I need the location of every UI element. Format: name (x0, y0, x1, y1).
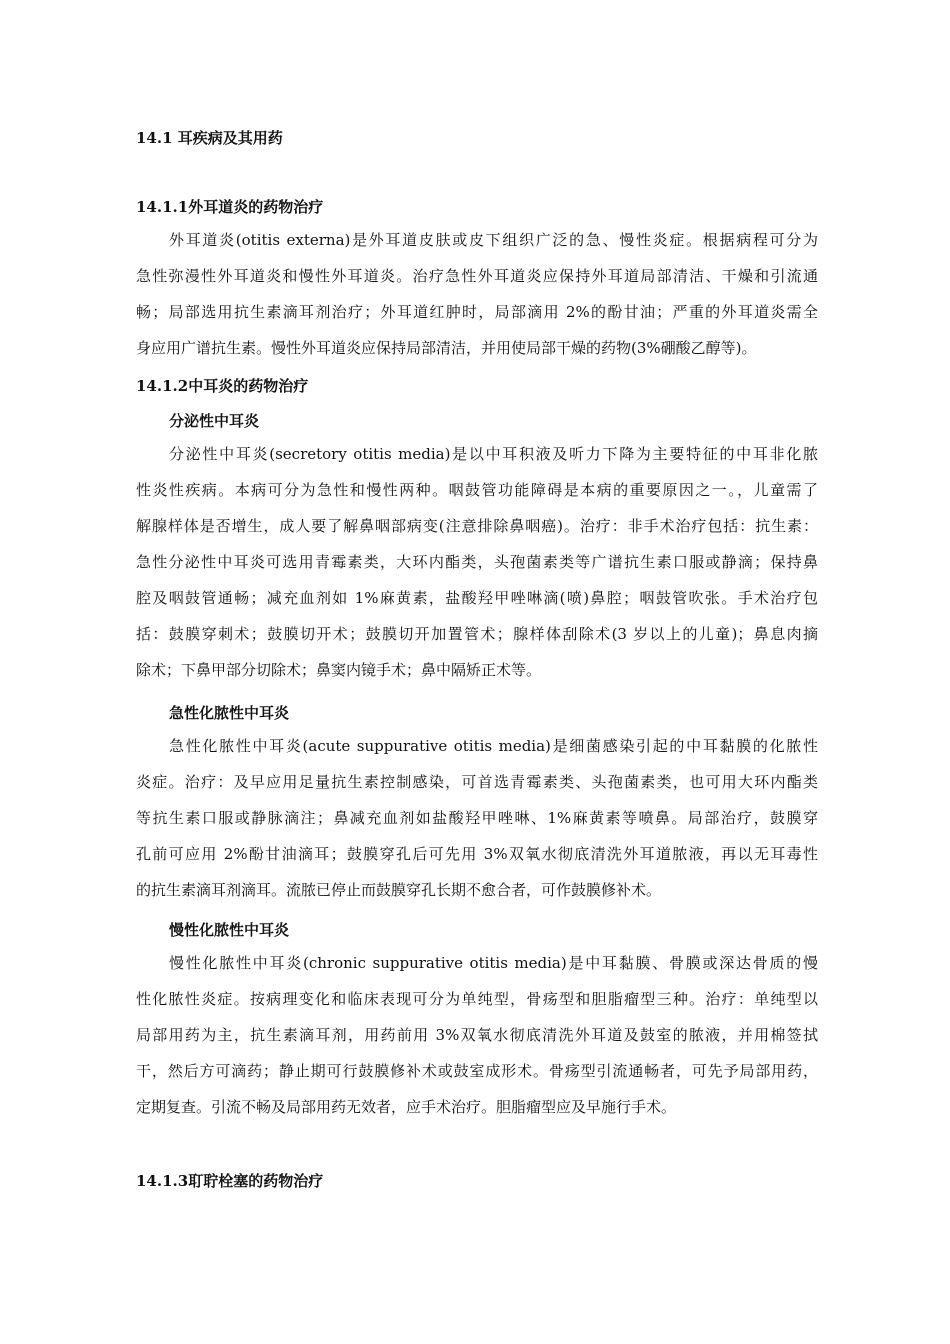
text-line: 急性化脓性中耳炎(acute suppurative otitis media)是细菌感染引起的中耳黏膜的化脓性 (169, 737, 818, 755)
text-line: 急性分泌性中耳炎可选用青霉素类，大环内酯类，头孢菌素类等广谱抗生素口服或静滴；保持鼻 (136, 553, 818, 571)
text-line: 急性弥漫性外耳道炎和慢性外耳道炎。治疗急性外耳道炎应保持外耳道局部清洁、干燥和引流通 (136, 267, 818, 285)
text-line: 孔前可应用 2%酚甘油滴耳；鼓膜穿孔后可先用 3%双氧水彻底清洗外耳道脓液，再以无耳毒性 (136, 845, 818, 863)
paragraph-chronic-suppurative (136, 945, 818, 1125)
text-line: 等抗生素口服或静脉滴注；鼻减充血剂如盐酸羟甲唑啉、1%麻黄素等喷鼻。局部治疗，鼓膜穿 (136, 809, 818, 827)
paragraph-otitis-externa (136, 222, 818, 366)
text-line: 分泌性中耳炎(secretory otitis media)是以中耳积液及听力下降为主要特征的中耳非化脓 (169, 445, 818, 463)
text-line: 身应用广谱抗生素。慢性外耳道炎应保持局部清洁，并用使局部干燥的药物(3%硼酸乙醇等)。 (136, 339, 757, 357)
subheading-secretory: 分泌性中耳炎 (169, 412, 260, 430)
text-line: 性炎性疾病。本病可分为急性和慢性两种。咽鼓管功能障碍是本病的重要原因之一。，儿童需了 (136, 481, 818, 499)
text-line: 解腺样体是否增生，成人要了解鼻咽部病变(注意排除鼻咽癌)。治疗：非手术治疗包括：抗生素： (136, 517, 818, 535)
text-line: 括：鼓膜穿刺术；鼓膜切开术；鼓膜切开加置管术；腺样体刮除术(3 岁以上的儿童)；鼻息肉摘 (136, 625, 818, 643)
text-line: 外耳道炎(otitis externa)是外耳道皮肤或皮下组织广泛的急、慢性炎症。根据病程可分为 (169, 231, 818, 249)
text-line: 除术；下鼻甲部分切除术；鼻窦内镜手术；鼻中隔矫正术等。 (136, 661, 542, 679)
heading-otitis-externa: 14.1.1外耳道炎的药物治疗 (136, 198, 324, 216)
subheading-acute-suppurative: 急性化脓性中耳炎 (169, 704, 290, 722)
text-line: 干，然后方可滴药；静止期可行鼓膜修补术或鼓室成形术。骨疡型引流通畅者，可先予局部用药， (136, 1062, 818, 1080)
text-line: 炎症。治疗：及早应用足量抗生素控制感染，可首选青霉素类、头孢菌素类，也可用大环内酯类 (136, 773, 818, 791)
heading-otitis-media: 14.1.2中耳炎的药物治疗 (136, 377, 309, 395)
text-line: 定期复查。引流不畅及局部用药无效者，应手术治疗。胆脂瘤型应及早施行手术。 (136, 1098, 677, 1116)
text-line: 慢性化脓性中耳炎(chronic suppurative otitis media)是中耳黏膜、骨膜或深达骨质的慢 (169, 954, 818, 972)
text-line: 的抗生素滴耳剂滴耳。流脓已停止而鼓膜穿孔长期不愈合者，可作鼓膜修补术。 (136, 881, 662, 899)
text-line: 腔及咽鼓管通畅；减充血剂如 1%麻黄素，盐酸羟甲唑啉滴(喷)鼻腔；咽鼓管吹张。手术治疗包 (136, 589, 818, 607)
subheading-chronic-suppurative: 慢性化脓性中耳炎 (169, 921, 290, 939)
paragraph-secretory (136, 436, 818, 688)
section-title: 14.1 耳疾病及其用药 (136, 129, 283, 147)
heading-cerumen-impaction: 14.1.3耵聍栓塞的药物治疗 (136, 1172, 324, 1190)
text-line: 畅；局部选用抗生素滴耳剂治疗；外耳道红肿时，局部滴用 2%的酚甘油；严重的外耳道炎需全 (136, 303, 818, 321)
text-line: 性化脓性炎症。按病理变化和临床表现可分为单纯型，骨疡型和胆脂瘤型三种。治疗：单纯型以 (136, 990, 818, 1008)
text-line: 局部用药为主，抗生素滴耳剂，用药前用 3%双氧水彻底清洗外耳道及鼓室的脓液，并用棉签拭 (136, 1026, 818, 1044)
paragraph-acute-suppurative (136, 728, 818, 908)
